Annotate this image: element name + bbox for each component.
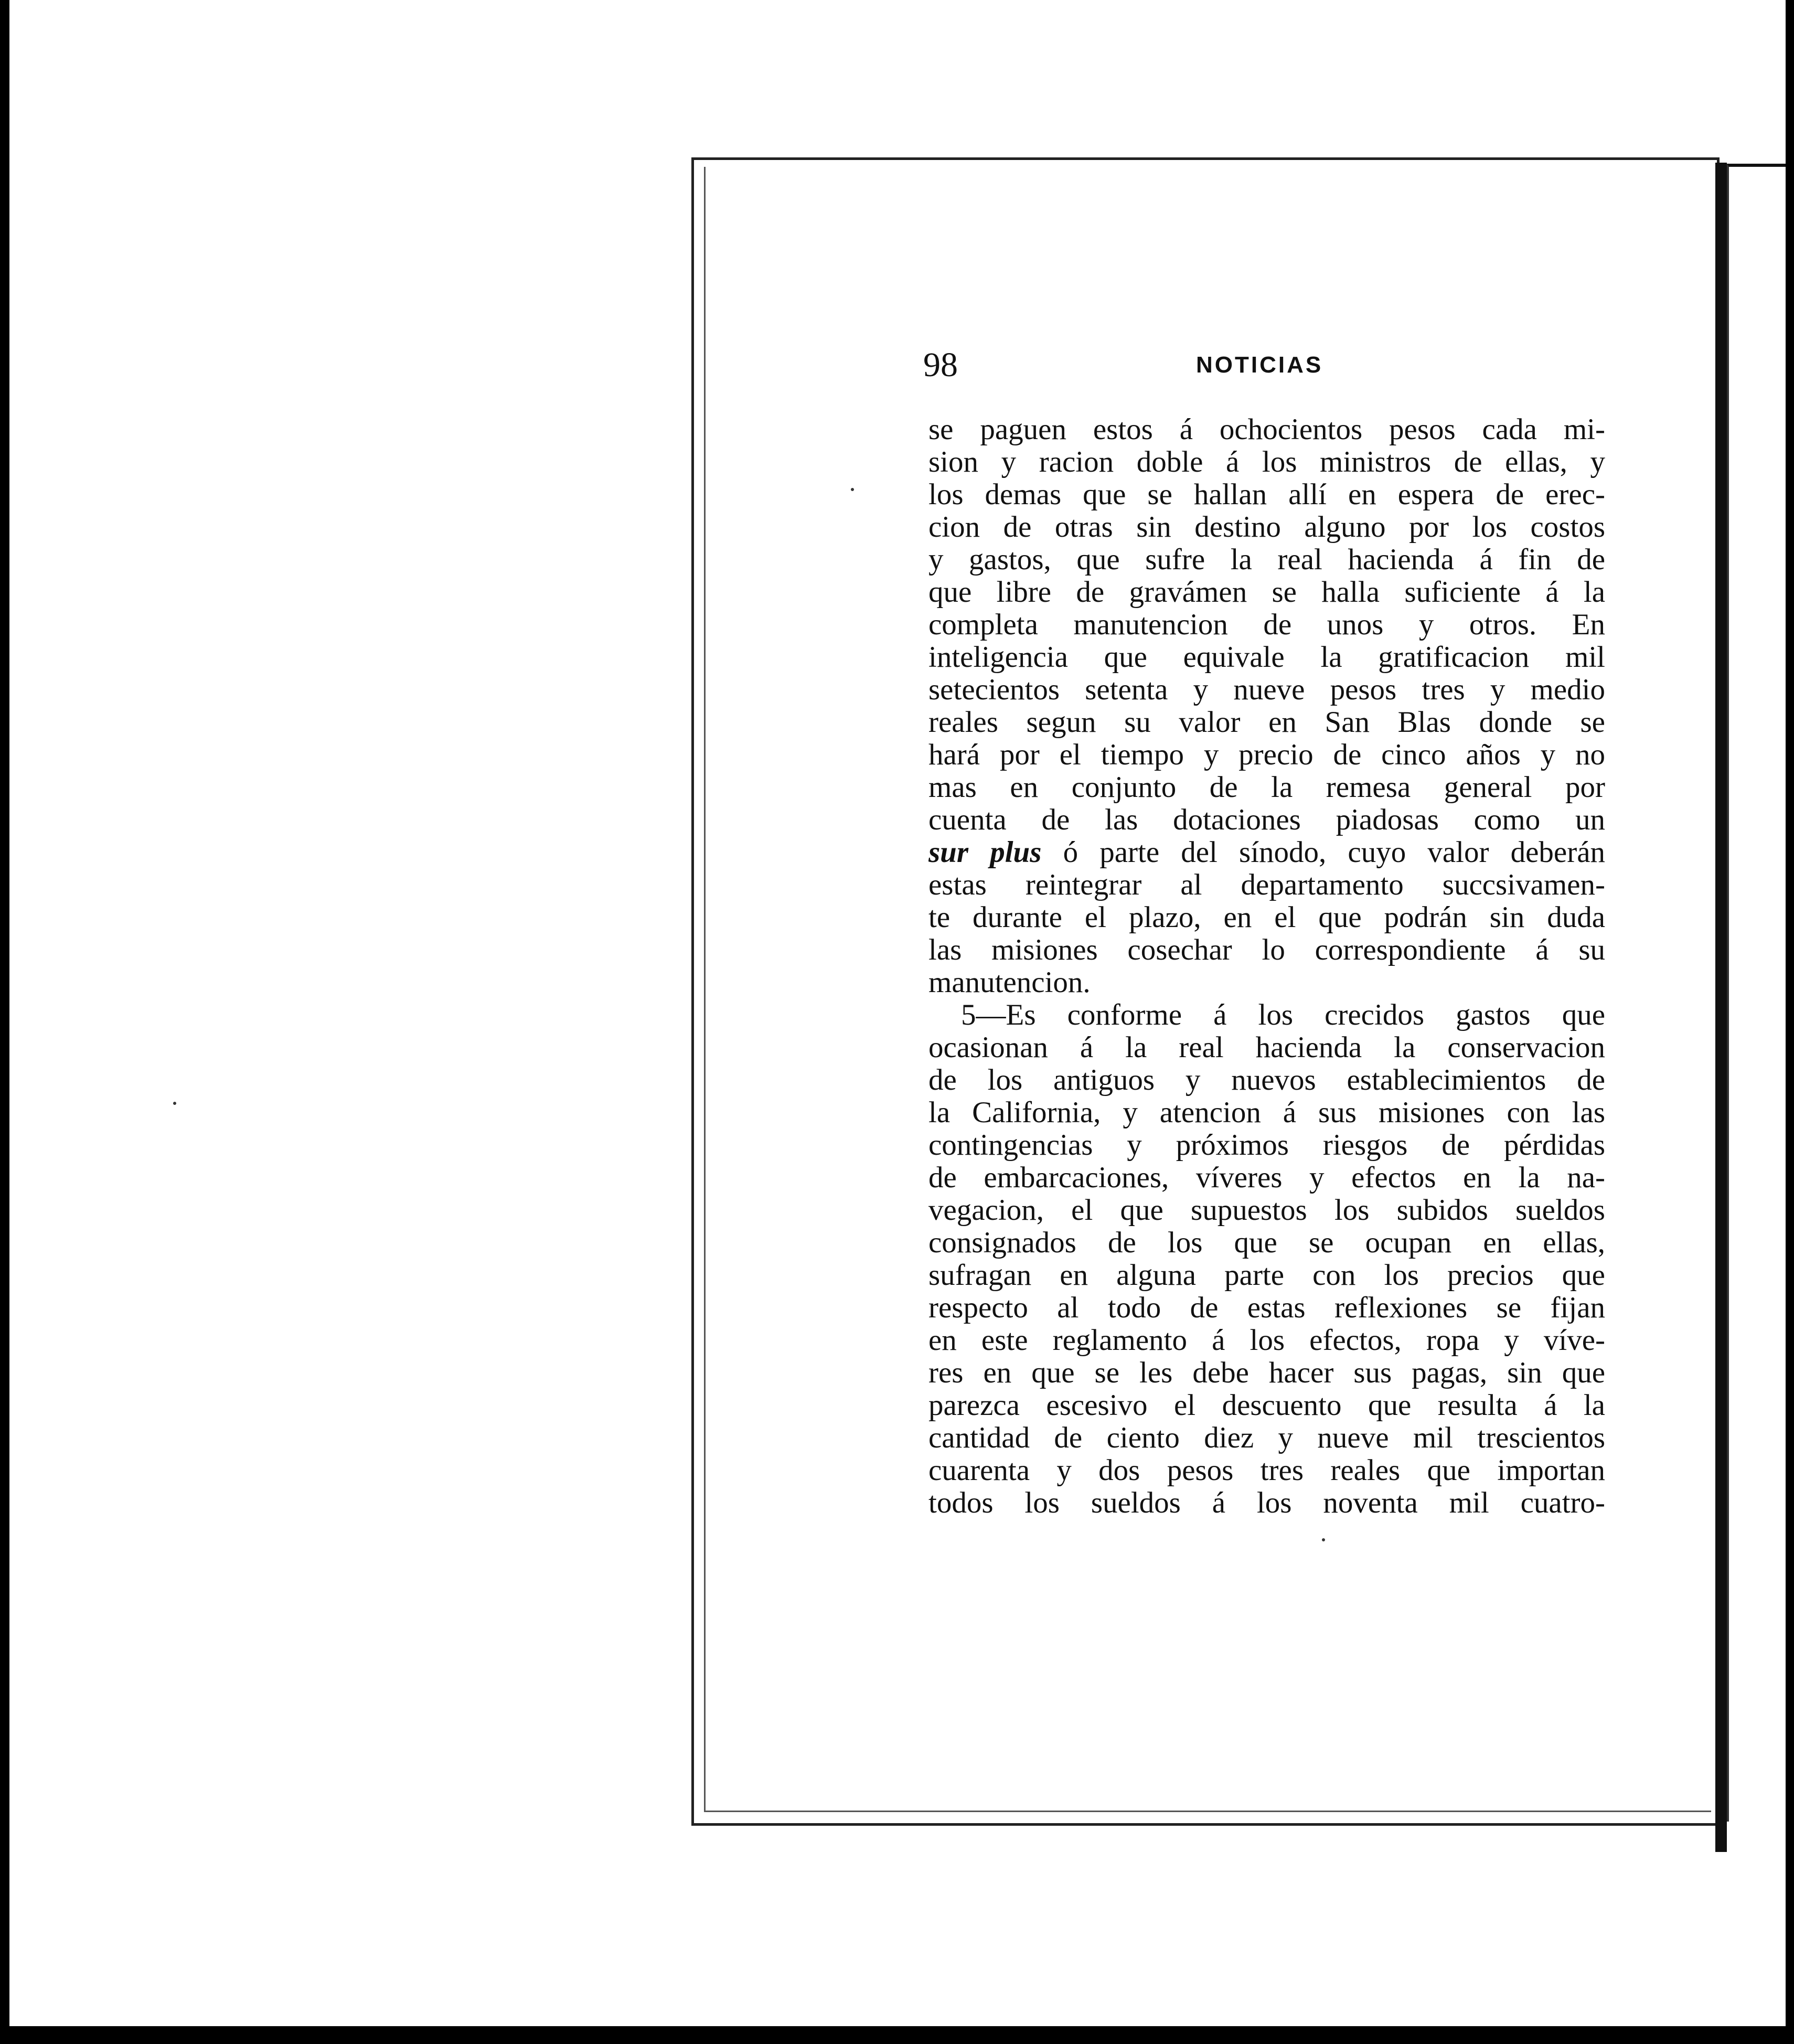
dust-speck: [851, 488, 854, 491]
film-edge-right: [1786, 0, 1794, 2044]
text-line: res en que se les debe hacer sus pagas, sin que: [928, 1357, 1605, 1389]
text-line: sion y racion doble á los ministros de ellas, y: [928, 446, 1605, 478]
text-line: de embarcaciones, víveres y efectos en la na-: [928, 1162, 1605, 1194]
text-line: cion de otras sin destino alguno por los costos: [928, 511, 1605, 544]
text-line: cantidad de ciento diez y nueve mil trescientos: [928, 1422, 1605, 1454]
text-line: mas en conjunto de la remesa general por: [928, 771, 1605, 804]
film-edge-bottom: [0, 2026, 1794, 2044]
italic-phrase: sur plus: [928, 836, 1042, 869]
text-line: cuarenta y dos pesos tres reales que importan: [928, 1454, 1605, 1487]
text-line: que libre de gravámen se halla suficiente á la: [928, 576, 1605, 609]
text-line: hará por el tiempo y precio de cinco años y no: [928, 739, 1605, 771]
running-head: NOTICIAS: [1196, 352, 1323, 378]
text-line: te durante el plazo, en el que podrán sin duda: [928, 901, 1605, 934]
text-line: los demas que se hallan allí en espera de erec-: [928, 478, 1605, 511]
text-line: reales segun su valor en San Blas donde se: [928, 706, 1605, 739]
text-line: ocasionan á la real hacienda la conservacion: [928, 1031, 1605, 1064]
text-line-with-italic: [928, 836, 1605, 869]
page-number: 98: [923, 346, 958, 384]
book-spine: [1715, 163, 1727, 1852]
text-line: se paguen estos á ochocientos pesos cada mi-: [928, 413, 1605, 446]
text-line: consignados de los que se ocupan en ellas,: [928, 1227, 1605, 1259]
dust-speck: [1322, 1538, 1325, 1541]
text-fragment: ó parte del sínodo, cuyo valor deberán: [1063, 836, 1605, 869]
text-line: las misiones cosechar lo correspondiente á su: [928, 934, 1605, 966]
paragraph-end-line: manutencion.: [928, 966, 1091, 999]
dust-speck: [173, 1102, 176, 1105]
text-line: inteligencia que equivale la gratificacion mil: [928, 641, 1605, 674]
text-line: parezca escesivo el descuento que resulta á la: [928, 1389, 1605, 1422]
text-line: en este reglamento á los efectos, ropa y víve-: [928, 1324, 1605, 1357]
text-line: respecto al todo de estas reflexiones se fijan: [928, 1292, 1605, 1324]
text-line: de los antiguos y nuevos establecimientos de: [928, 1064, 1605, 1096]
text-line: y gastos, que sufre la real hacienda á fin de: [928, 544, 1605, 576]
paragraph-start-line: 5—Es conforme á los crecidos gastos que: [961, 999, 1605, 1031]
adjacent-page-edge: [1727, 164, 1786, 1822]
text-line: todos los sueldos á los noventa mil cuatro-: [928, 1487, 1605, 1519]
text-line: estas reintegrar al departamento succsivamen-: [928, 869, 1605, 901]
body-text: [928, 413, 1605, 1519]
text-line: completa manutencion de unos y otros. En: [928, 609, 1605, 641]
text-line: cuenta de las dotaciones piadosas como un: [928, 804, 1605, 836]
film-edge-left: [0, 0, 9, 2044]
page-header: [923, 344, 1605, 386]
text-line: setecientos setenta y nueve pesos tres y medio: [928, 674, 1605, 706]
text-line: contingencias y próximos riesgos de pérdidas: [928, 1129, 1605, 1162]
text-line: la California, y atencion á sus misiones con las: [928, 1096, 1605, 1129]
text-line: sufragan en alguna parte con los precios que: [928, 1259, 1605, 1292]
text-line: vegacion, el que supuestos los subidos sueldos: [928, 1194, 1605, 1227]
